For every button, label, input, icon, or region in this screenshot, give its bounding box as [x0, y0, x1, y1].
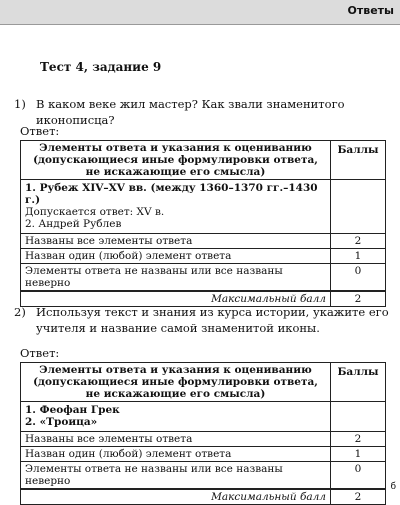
answer-row: [21, 402, 386, 432]
test-title: Тест 4, задание 9: [40, 60, 162, 74]
table-row: [21, 432, 386, 447]
answer-row: [21, 180, 386, 234]
criterion-score: 1: [331, 447, 386, 462]
criterion-score: 0: [331, 264, 386, 292]
answer-line: Допускается ответ: XV в.: [25, 206, 165, 218]
answer-score-cell: [331, 180, 386, 234]
answer-label-2: Ответ:: [20, 346, 60, 360]
answer-line: 2. Андрей Рублев: [25, 218, 122, 230]
question-1-text: В каком веке жил мастер? Как звали знаменитого иконописца?: [36, 97, 345, 127]
question-2-number: 2): [14, 305, 26, 319]
answer-score-cell: [331, 402, 386, 432]
table-row: [21, 234, 386, 249]
max-score-value: 2: [331, 489, 386, 505]
table-row: [21, 462, 386, 490]
max-score-label: Максимальный балл: [21, 489, 331, 505]
elements-header: Элементы ответа и указания к оцениванию (допускающиеся иные формулировки ответа, не искажающие его смысла): [21, 141, 331, 180]
answer-table-1: [20, 140, 386, 307]
criterion-score: 1: [331, 249, 386, 264]
answer-line: 2. «Троица»: [25, 416, 98, 428]
header-title: Ответы: [347, 4, 394, 17]
criterion-score: 2: [331, 234, 386, 249]
criterion-label: Элементы ответа не названы или все названы неверно: [21, 462, 331, 490]
corner-mark: б: [390, 482, 396, 492]
question-1-number: 1): [14, 97, 26, 111]
max-score-label: Максимальный балл: [21, 291, 331, 307]
table-header-row: [21, 141, 386, 180]
question-2-text: Используя текст и знания из курса истории, укажите его учителя и название самой знаменитой иконы.: [36, 305, 389, 335]
max-score-row: [21, 489, 386, 505]
table-row: [21, 447, 386, 462]
points-header: Баллы: [331, 141, 386, 180]
answer-line: 1. Феофан Грек: [25, 404, 120, 416]
max-score-value: 2: [331, 291, 386, 307]
criterion-label: Назван один (любой) элемент ответа: [21, 249, 331, 264]
table-row: [21, 249, 386, 264]
criterion-score: 0: [331, 462, 386, 490]
criterion-label: Элементы ответа не названы или все названы неверно: [21, 264, 331, 292]
points-header: Баллы: [331, 363, 386, 402]
answer-cell: [21, 180, 331, 234]
criterion-label: Названы все элементы ответа: [21, 432, 331, 447]
answer-table-2: [20, 362, 386, 505]
elements-header: Элементы ответа и указания к оцениванию (допускающиеся иные формулировки ответа, не искажающие его смысла): [21, 363, 331, 402]
answer-label-1: Ответ:: [20, 124, 60, 138]
page-header: [0, 0, 400, 25]
answer-cell: [21, 402, 331, 432]
table-row: [21, 264, 386, 292]
table-header-row: [21, 363, 386, 402]
criterion-score: 2: [331, 432, 386, 447]
criterion-label: Названы все элементы ответа: [21, 234, 331, 249]
answer-line: 1. Рубеж XIV–XV вв. (между 1360–1370 гг.–1430 г.): [25, 182, 318, 206]
criterion-label: Назван один (любой) элемент ответа: [21, 447, 331, 462]
